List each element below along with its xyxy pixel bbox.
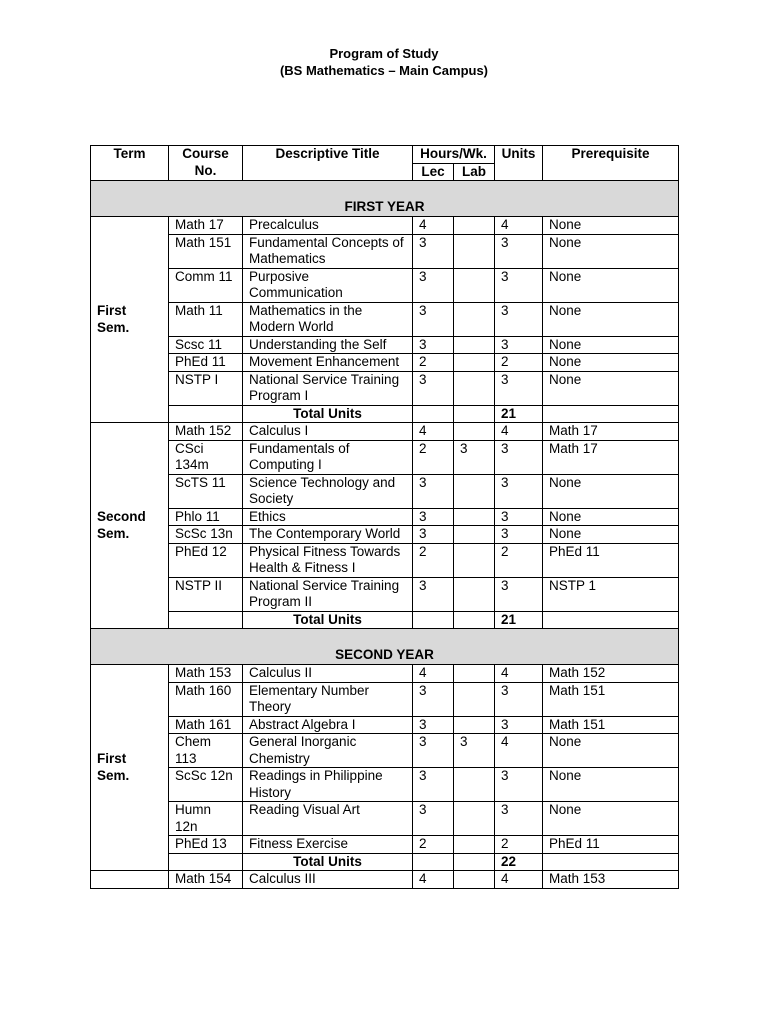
course-no: Comm 11 bbox=[169, 268, 243, 302]
table-body bbox=[91, 181, 679, 889]
course-no: Scsc 11 bbox=[169, 336, 243, 354]
descriptive-title: Readings in Philippine History bbox=[243, 768, 413, 802]
total-units-label: Total Units bbox=[243, 853, 413, 871]
lab-hours bbox=[454, 268, 495, 302]
units: 4 bbox=[495, 665, 543, 683]
course-no: PhEd 13 bbox=[169, 836, 243, 854]
table-row bbox=[91, 440, 679, 474]
lab-hours bbox=[454, 665, 495, 683]
lab-hours: 3 bbox=[454, 440, 495, 474]
lec-hours: 3 bbox=[413, 734, 454, 768]
descriptive-title: Calculus III bbox=[243, 871, 413, 889]
units: 3 bbox=[495, 268, 543, 302]
lec-hours: 2 bbox=[413, 354, 454, 372]
total-units-value: 21 bbox=[495, 611, 543, 629]
lec-hours: 2 bbox=[413, 440, 454, 474]
lec-hours: 3 bbox=[413, 577, 454, 611]
lec-hours: 4 bbox=[413, 665, 454, 683]
descriptive-title: Understanding the Self bbox=[243, 336, 413, 354]
descriptive-title: Fundamental Concepts of Mathematics bbox=[243, 234, 413, 268]
descriptive-title: Fitness Exercise bbox=[243, 836, 413, 854]
year-header-row bbox=[91, 629, 679, 665]
descriptive-title: Ethics bbox=[243, 508, 413, 526]
prerequisite: None bbox=[543, 302, 679, 336]
total-units-row bbox=[91, 611, 679, 629]
total-units-value: 21 bbox=[495, 405, 543, 423]
course-no: ScSc 12n bbox=[169, 768, 243, 802]
lab-hours bbox=[454, 802, 495, 836]
prerequisite: NSTP 1 bbox=[543, 577, 679, 611]
descriptive-title: Movement Enhancement bbox=[243, 354, 413, 372]
units: 3 bbox=[495, 768, 543, 802]
units: 3 bbox=[495, 577, 543, 611]
year-header-row bbox=[91, 181, 679, 217]
units: 3 bbox=[495, 716, 543, 734]
units: 4 bbox=[495, 217, 543, 235]
units: 2 bbox=[495, 836, 543, 854]
table-row bbox=[91, 302, 679, 336]
total-lec bbox=[413, 853, 454, 871]
course-no: ScSc 13n bbox=[169, 526, 243, 544]
course-no: Math 154 bbox=[169, 871, 243, 889]
table-row bbox=[91, 423, 679, 441]
prerequisite: PhEd 11 bbox=[543, 543, 679, 577]
lab-hours bbox=[454, 682, 495, 716]
prerequisite: None bbox=[543, 217, 679, 235]
table-row bbox=[91, 508, 679, 526]
units: 4 bbox=[495, 871, 543, 889]
units: 3 bbox=[495, 336, 543, 354]
prerequisite: None bbox=[543, 336, 679, 354]
prerequisite: None bbox=[543, 526, 679, 544]
lab-hours bbox=[454, 836, 495, 854]
descriptive-title: Reading Visual Art bbox=[243, 802, 413, 836]
total-units-label: Total Units bbox=[243, 405, 413, 423]
descriptive-title: Calculus II bbox=[243, 665, 413, 683]
prerequisite: None bbox=[543, 354, 679, 372]
units: 3 bbox=[495, 440, 543, 474]
table-header-row bbox=[91, 146, 679, 164]
total-lab bbox=[454, 853, 495, 871]
lab-hours bbox=[454, 526, 495, 544]
term-label: Second Sem. bbox=[91, 423, 169, 629]
descriptive-title: The Contemporary World bbox=[243, 526, 413, 544]
descriptive-title: Abstract Algebra I bbox=[243, 716, 413, 734]
lab-hours bbox=[454, 768, 495, 802]
prerequisite: Math 151 bbox=[543, 716, 679, 734]
units: 3 bbox=[495, 682, 543, 716]
lab-hours bbox=[454, 474, 495, 508]
document-title: Program of Study bbox=[329, 46, 439, 61]
units: 2 bbox=[495, 354, 543, 372]
total-units-value: 22 bbox=[495, 853, 543, 871]
lab-hours bbox=[454, 423, 495, 441]
table-row bbox=[91, 716, 679, 734]
lec-hours: 3 bbox=[413, 716, 454, 734]
lec-hours: 3 bbox=[413, 802, 454, 836]
lab-hours bbox=[454, 234, 495, 268]
units: 3 bbox=[495, 474, 543, 508]
lab-hours bbox=[454, 371, 495, 405]
table-row bbox=[91, 734, 679, 768]
total-prereq bbox=[543, 611, 679, 629]
descriptive-title: National Service Training Program I bbox=[243, 371, 413, 405]
course-no: Phlo 11 bbox=[169, 508, 243, 526]
course-no: ScTS 11 bbox=[169, 474, 243, 508]
total-units-row bbox=[91, 405, 679, 423]
term-label: First Sem. bbox=[91, 217, 169, 423]
descriptive-title: Physical Fitness Towards Health & Fitness I bbox=[243, 543, 413, 577]
units: 3 bbox=[495, 371, 543, 405]
prerequisite: None bbox=[543, 371, 679, 405]
table-row bbox=[91, 526, 679, 544]
total-prereq bbox=[543, 405, 679, 423]
year-label: SECOND YEAR bbox=[91, 629, 679, 665]
table-row bbox=[91, 217, 679, 235]
header-course-no: Course No. bbox=[169, 146, 243, 181]
units: 3 bbox=[495, 234, 543, 268]
lab-hours bbox=[454, 543, 495, 577]
table-row bbox=[91, 768, 679, 802]
table-row bbox=[91, 682, 679, 716]
table-row bbox=[91, 268, 679, 302]
header-lec: Lec bbox=[413, 163, 454, 181]
descriptive-title: Science Technology and Society bbox=[243, 474, 413, 508]
lab-hours bbox=[454, 302, 495, 336]
descriptive-title: Calculus I bbox=[243, 423, 413, 441]
lec-hours: 3 bbox=[413, 526, 454, 544]
units: 3 bbox=[495, 508, 543, 526]
header-descriptive-title: Descriptive Title bbox=[243, 146, 413, 181]
lec-hours: 4 bbox=[413, 871, 454, 889]
table-row bbox=[91, 234, 679, 268]
units: 3 bbox=[495, 802, 543, 836]
course-no: NSTP I bbox=[169, 371, 243, 405]
prerequisite: Math 17 bbox=[543, 440, 679, 474]
total-prereq bbox=[543, 853, 679, 871]
course-no: Math 153 bbox=[169, 665, 243, 683]
total-lab bbox=[454, 405, 495, 423]
total-units-label: Total Units bbox=[243, 611, 413, 629]
lab-hours bbox=[454, 217, 495, 235]
header-units: Units bbox=[495, 146, 543, 181]
lab-hours bbox=[454, 871, 495, 889]
document-subtitle: (BS Mathematics – Main Campus) bbox=[279, 63, 489, 78]
table-row bbox=[91, 354, 679, 372]
prerequisite: None bbox=[543, 734, 679, 768]
units: 4 bbox=[495, 734, 543, 768]
lab-hours bbox=[454, 336, 495, 354]
units: 2 bbox=[495, 543, 543, 577]
total-units-row bbox=[91, 853, 679, 871]
descriptive-title: Fundamentals of Computing I bbox=[243, 440, 413, 474]
prerequisite: None bbox=[543, 508, 679, 526]
lec-hours: 2 bbox=[413, 543, 454, 577]
course-no: Chem 113 bbox=[169, 734, 243, 768]
table-row bbox=[91, 543, 679, 577]
year-label: FIRST YEAR bbox=[91, 181, 679, 217]
course-no: PhEd 12 bbox=[169, 543, 243, 577]
header-term: Term bbox=[91, 146, 169, 181]
table-row bbox=[91, 871, 679, 889]
table-row bbox=[91, 474, 679, 508]
prerequisite: Math 17 bbox=[543, 423, 679, 441]
course-no: Math 152 bbox=[169, 423, 243, 441]
program-of-study-table bbox=[90, 145, 679, 889]
lab-hours bbox=[454, 508, 495, 526]
total-lab bbox=[454, 611, 495, 629]
prerequisite: PhEd 11 bbox=[543, 836, 679, 854]
lec-hours: 3 bbox=[413, 371, 454, 405]
total-spacer bbox=[169, 611, 243, 629]
header-hours-per-week: Hours/Wk. bbox=[413, 146, 495, 164]
lec-hours: 3 bbox=[413, 768, 454, 802]
term-label: First Sem. bbox=[91, 665, 169, 871]
course-no: PhEd 11 bbox=[169, 354, 243, 372]
course-no: Math 17 bbox=[169, 217, 243, 235]
lec-hours: 3 bbox=[413, 474, 454, 508]
lec-hours: 4 bbox=[413, 423, 454, 441]
lab-hours bbox=[454, 577, 495, 611]
lec-hours: 2 bbox=[413, 836, 454, 854]
lec-hours: 3 bbox=[413, 682, 454, 716]
table-row bbox=[91, 371, 679, 405]
total-spacer bbox=[169, 405, 243, 423]
lec-hours: 3 bbox=[413, 508, 454, 526]
total-lec bbox=[413, 611, 454, 629]
table-row bbox=[91, 802, 679, 836]
lec-hours: 3 bbox=[413, 234, 454, 268]
descriptive-title: General Inorganic Chemistry bbox=[243, 734, 413, 768]
prerequisite: None bbox=[543, 768, 679, 802]
term-label bbox=[91, 871, 169, 889]
descriptive-title: Elementary Number Theory bbox=[243, 682, 413, 716]
header-lab: Lab bbox=[454, 163, 495, 181]
header-prerequisite: Prerequisite bbox=[543, 146, 679, 181]
total-lec bbox=[413, 405, 454, 423]
units: 3 bbox=[495, 302, 543, 336]
prerequisite: Math 151 bbox=[543, 682, 679, 716]
prerequisite: Math 153 bbox=[543, 871, 679, 889]
lec-hours: 3 bbox=[413, 268, 454, 302]
lab-hours bbox=[454, 716, 495, 734]
lec-hours: 3 bbox=[413, 302, 454, 336]
course-no: Math 161 bbox=[169, 716, 243, 734]
course-no: Math 151 bbox=[169, 234, 243, 268]
prerequisite: None bbox=[543, 268, 679, 302]
course-no: CSci 134m bbox=[169, 440, 243, 474]
descriptive-title: Mathematics in the Modern World bbox=[243, 302, 413, 336]
table-row bbox=[91, 577, 679, 611]
descriptive-title: Purposive Communication bbox=[243, 268, 413, 302]
course-no: Humn 12n bbox=[169, 802, 243, 836]
prerequisite: None bbox=[543, 474, 679, 508]
table-row bbox=[91, 336, 679, 354]
prerequisite: None bbox=[543, 802, 679, 836]
lec-hours: 3 bbox=[413, 336, 454, 354]
course-no: Math 160 bbox=[169, 682, 243, 716]
table-row bbox=[91, 836, 679, 854]
lab-hours bbox=[454, 354, 495, 372]
prerequisite: Math 152 bbox=[543, 665, 679, 683]
descriptive-title: Precalculus bbox=[243, 217, 413, 235]
table-row bbox=[91, 665, 679, 683]
prerequisite: None bbox=[543, 234, 679, 268]
units: 4 bbox=[495, 423, 543, 441]
lab-hours: 3 bbox=[454, 734, 495, 768]
lec-hours: 4 bbox=[413, 217, 454, 235]
course-no: NSTP II bbox=[169, 577, 243, 611]
units: 3 bbox=[495, 526, 543, 544]
course-no: Math 11 bbox=[169, 302, 243, 336]
total-spacer bbox=[169, 853, 243, 871]
descriptive-title: National Service Training Program II bbox=[243, 577, 413, 611]
